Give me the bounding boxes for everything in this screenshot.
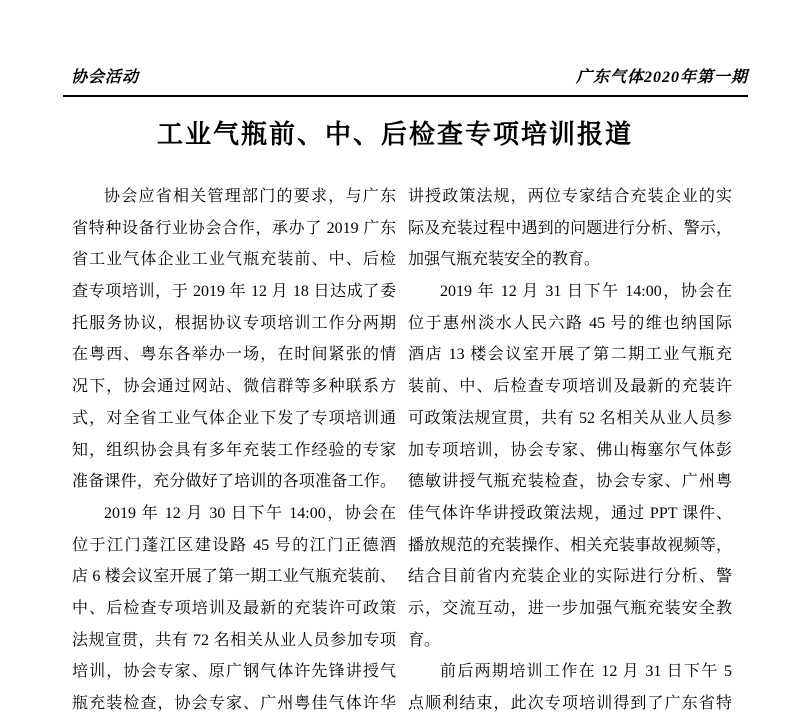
- text-line: 省特种设备行业协会合作，承办了 2019 广东: [72, 219, 396, 237]
- running-head: [71, 67, 748, 89]
- text-line: 式，对全省工业气体企业下发了专项培训通: [72, 409, 396, 427]
- text-line: 法规宣贯，共有 72 名相关从业人员参加专项: [72, 631, 396, 649]
- text-line: 点顺利结束，此次专项培训得到了广东省特: [408, 695, 732, 712]
- article-column-left: [72, 181, 396, 720]
- text-line: 播放规范的充装操作、相关充装事故视频等，: [408, 536, 732, 554]
- text-line: 协会应省相关管理部门的要求，与广东: [104, 188, 396, 205]
- text-line: 前后两期培训工作在 12 月 31 日下午 5: [440, 663, 732, 681]
- text-line: 佳气体许华讲授政策法规，通过 PPT 课件、: [408, 504, 732, 522]
- text-line: 2019 年 12 月 30 日下午 14:00，协会在: [104, 504, 396, 522]
- text-line: 加强气瓶充装安全的教育。: [408, 251, 601, 269]
- text-line: 省工业气体企业工业气瓶充装前、中、后检: [72, 251, 396, 269]
- section-label: 协会活动: [71, 69, 140, 86]
- text-line: 酒店 13 楼会议室开展了第二期工业气瓶充: [408, 346, 732, 364]
- text-line: 加专项培训，协会专家、佛山梅塞尔气体彭: [408, 441, 732, 459]
- text-line: 示，交流互动，进一步加强气瓶充装安全教: [408, 599, 732, 617]
- text-line: 知，组织协会具有多年充装工作经验的专家: [72, 441, 396, 459]
- text-line: 位于江门蓬江区建设路 45 号的江门正德酒: [72, 536, 396, 554]
- article-body: [72, 181, 732, 720]
- text-line: 在粤西、粤东各举办一场，在时间紧张的情: [72, 346, 396, 364]
- text-line: 育。: [408, 631, 441, 649]
- text-line: 德敏讲授气瓶充装检查，协会专家、广州粤: [408, 473, 732, 491]
- text-line: 位于惠州淡水人民六路 45 号的维也纳国际: [408, 314, 732, 332]
- text-line: 查专项培训，于 2019 年 12 月 18 日达成了委: [72, 283, 396, 301]
- header-rule: [63, 95, 748, 97]
- text-line: 2019 年 12 月 31 日下午 14:00，协会在: [440, 283, 732, 301]
- text-line: 装前、中、后检查专项培训及最新的充装许: [408, 378, 732, 396]
- text-line: 准备课件，充分做好了培训的各项准备工作。: [72, 473, 396, 491]
- text-line: 瓶充装检查，协会专家、广州粤佳气体许华: [72, 695, 396, 712]
- text-line: 可政策法规宣贯，共有 52 名相关从业人员参: [408, 409, 732, 427]
- text-line: 店 6 楼会议室开展了第一期工业气瓶充装前、: [72, 568, 396, 586]
- text-line: 况下，协会通过网站、微信群等多种联系方: [72, 378, 396, 396]
- article-title: 工业气瓶前、中、后检查专项培训报道: [156, 120, 633, 149]
- article-column-right: [408, 181, 732, 720]
- text-line: 讲授政策法规，两位专家结合充装企业的实: [408, 188, 732, 205]
- issue-label: 广东气体2020年第一期: [575, 69, 748, 86]
- text-line: 中、后检查专项培训及最新的充装许可政策: [72, 599, 396, 617]
- text-line: 托服务协议，根据协议专项培训工作分两期: [72, 314, 396, 332]
- text-line: 培训，协会专家、原广钢气体许先锋讲授气: [72, 663, 396, 681]
- text-line: 结合目前省内充装企业的实际进行分析、警: [408, 568, 732, 586]
- text-line: 际及充装过程中遇到的问题进行分析、警示，: [408, 219, 732, 237]
